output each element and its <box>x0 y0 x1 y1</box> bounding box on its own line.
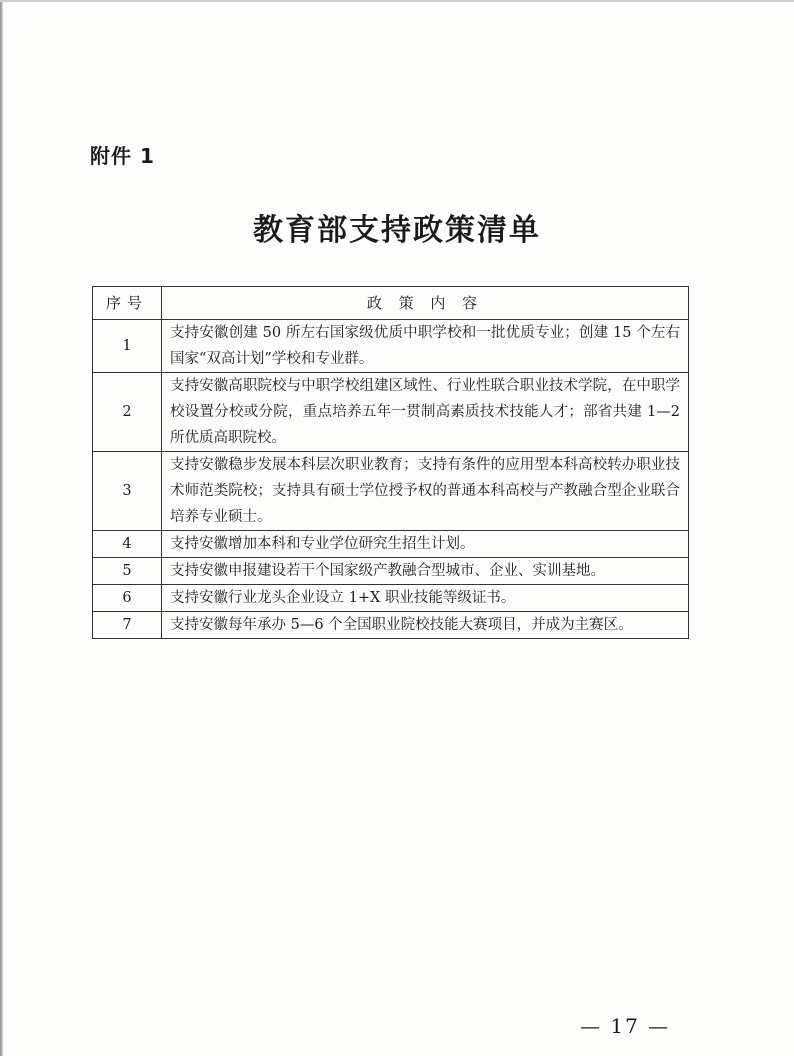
page-title: 教育部支持政策清单 <box>253 213 541 248</box>
row-index: 6 <box>93 585 162 612</box>
table-row <box>93 373 689 452</box>
attachment-label: 附件 1 <box>90 144 155 168</box>
scan-edge-left <box>0 0 3 1056</box>
row-content: 支持安徽申报建设若干个国家级产教融合型城市、企业、实训基地。 <box>162 558 689 585</box>
table-row <box>93 558 689 585</box>
table-row <box>93 452 689 531</box>
scan-edge-top <box>0 0 794 2</box>
row-index: 2 <box>93 373 162 452</box>
page-number: — 17 — <box>580 1014 671 1038</box>
table-row <box>93 585 689 612</box>
header-content: 政 策 内 容 <box>162 287 689 320</box>
row-index: 3 <box>93 452 162 531</box>
row-content: 支持安徽行业龙头企业设立 1+X 职业技能等级证书。 <box>162 585 689 612</box>
row-content: 支持安徽创建 50 所左右国家级优质中职学校和一批优质专业；创建 15 个左右国家“双高计划”学校和专业群。 <box>162 320 689 373</box>
row-index: 4 <box>93 531 162 558</box>
table-header-row <box>93 287 689 320</box>
row-index: 5 <box>93 558 162 585</box>
table-row <box>93 320 689 373</box>
row-content: 支持安徽稳步发展本科层次职业教育；支持有条件的应用型本科高校转办职业技术师范类院校；支持具有硕士学位授予权的普通本科高校与产教融合型企业联合培养专业硕士。 <box>162 452 689 531</box>
table-row <box>93 612 689 639</box>
row-content: 支持安徽增加本科和专业学位研究生招生计划。 <box>162 531 689 558</box>
row-content: 支持安徽高职院校与中职学校组建区域性、行业性联合职业技术学院，在中职学校设置分校或分院，重点培养五年一贯制高素质技术技能人才；部省共建 1—2 所优质高职院校。 <box>162 373 689 452</box>
row-content: 支持安徽每年承办 5—6 个全国职业院校技能大赛项目，并成为主赛区。 <box>162 612 689 639</box>
row-index: 1 <box>93 320 162 373</box>
row-index: 7 <box>93 612 162 639</box>
policy-table <box>92 286 689 639</box>
table-row <box>93 531 689 558</box>
header-index: 序号 <box>93 287 162 320</box>
